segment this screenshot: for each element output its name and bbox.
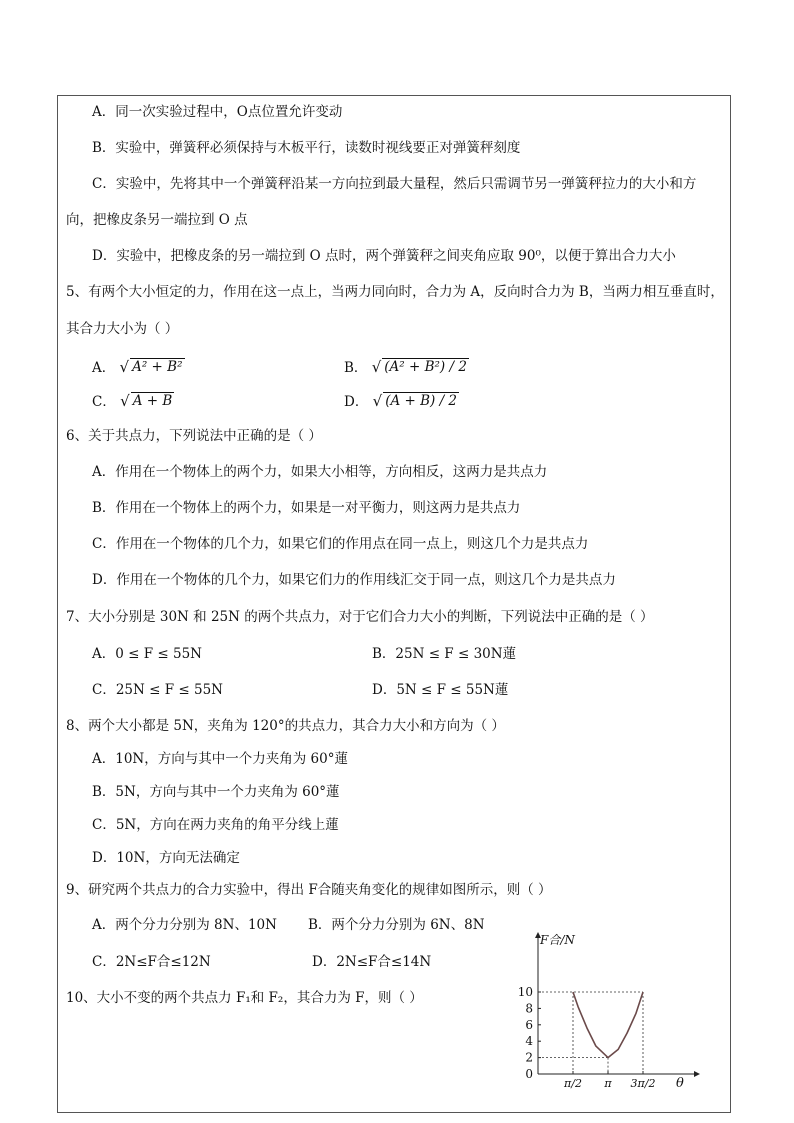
q5-option-a <box>92 356 185 376</box>
sqrt-expression: √ A + B <box>120 392 173 410</box>
q5-option-d-expr: (A + B) / 2 <box>385 393 458 409</box>
chart-labels <box>518 933 684 1091</box>
q5-option-d <box>344 390 459 410</box>
q8-option-d: D．10N，方向无法确定 <box>92 850 240 866</box>
q6-option-c: C．作用在一个物体的几个力，如果它们的作用点在同一点上，则这几个力是共点力 <box>92 536 589 552</box>
q5-option-c <box>92 390 174 410</box>
q8-option-b <box>92 780 340 800</box>
q6-option-a: A．作用在一个物体上的两个力，如果大小相等，方向相反，这两力是共点力 <box>92 464 548 480</box>
q6-option-b: B．作用在一个物体上的两个力，如果是一对平衡力，则这两力是共点力 <box>92 500 521 516</box>
q5-option-b-expr: (A² + B²) / 2 <box>384 359 467 375</box>
q7-option-d-mark: 蓮 <box>494 682 509 698</box>
y-tick-label: 10 <box>517 985 533 999</box>
q5-option-b-label: B． <box>344 360 368 376</box>
q6-stem: 6、关于共点力，下列说法中正确的是（ ） <box>66 428 322 444</box>
q9-option-d: D．2N≤F合≤14N <box>312 954 432 970</box>
q7-option-b-text: B．25N ≤ F ≤ 30N <box>372 646 503 662</box>
q9-stem: 9、研究两个共点力的合力实验中，得出 F合随夹角变化的规律如图所示，则（ ） <box>66 882 552 898</box>
force-curve <box>573 992 643 1058</box>
y-tick-label: 0 <box>525 1067 533 1081</box>
q6-option-d: D．作用在一个物体的几个力，如果它们力的作用线汇交于同一点，则这几个力是共点力 <box>92 572 616 588</box>
q5-option-c-expr: A + B <box>132 393 173 409</box>
q8-option-a-text: A．10N，方向与其中一个力夹角为 60° <box>92 751 335 767</box>
x-tick-label: π/2 <box>564 1077 582 1090</box>
q8-option-a-mark: 蓮 <box>334 751 348 767</box>
q8-option-a <box>92 747 348 767</box>
q4-option-b: B．实验中，弹簧秤必须保持与木板平行，读数时视线要正对弹簧秤刻度 <box>92 140 521 156</box>
q8-stem: 8、两个大小都是 5N，夹角为 120°的共点力，其合力大小和方向为（ ） <box>66 718 505 734</box>
q9-option-b: B．两个分力分别为 6N、8N <box>308 917 485 933</box>
q5-option-d-label: D． <box>344 394 369 410</box>
q7-option-d-text: D．5N ≤ F ≤ 55N <box>372 682 495 698</box>
chart-axes <box>535 932 700 1077</box>
y-tick-label: 6 <box>525 1017 533 1032</box>
q4-option-c-line1: C．实验中，先将其中一个弹簧秤沿某一方向拉到最大量程，然后只需调节另一弹簧秤拉力的大小和方 <box>92 176 697 192</box>
q7-option-c: C．25N ≤ F ≤ 55N <box>92 682 223 698</box>
q7-option-a: A．0 ≤ F ≤ 55N <box>92 646 202 662</box>
q8-option-c-mark: 蓮 <box>325 817 339 833</box>
y-tick-label: 8 <box>525 1001 533 1016</box>
q5-stem-line2: 其合力大小为（ ） <box>66 321 179 337</box>
sqrt-expression: √ (A² + B²) / 2 <box>371 358 467 376</box>
x-tick-label: π <box>604 1077 612 1090</box>
y-axis-label: F合/N <box>540 933 575 947</box>
x-tick-label: 3π/2 <box>630 1077 656 1090</box>
q10-stem: 10、大小不变的两个共点力 F₁和 F₂，其合力为 F，则（ ） <box>66 990 423 1006</box>
q7-option-d <box>372 678 508 698</box>
q9-option-a: A．两个分力分别为 8N、10N <box>92 917 277 933</box>
q7-stem: 7、大小分别是 30N 和 25N 的两个共点力，对于它们合力大小的判断，下列说法中正确的是（ ） <box>66 609 654 625</box>
chart-series <box>573 992 643 1058</box>
force-angle-chart <box>508 928 708 1104</box>
q5-option-c-label: C． <box>92 394 116 410</box>
y-tick-label: 4 <box>525 1034 533 1049</box>
q7-option-b-mark: 蓮 <box>502 646 517 662</box>
q5-option-b <box>344 356 469 376</box>
q8-option-b-mark: 蓮 <box>326 784 340 800</box>
x-axis-label: θ <box>676 1076 684 1091</box>
sqrt-expression: √ (A + B) / 2 <box>372 392 458 410</box>
q5-stem-line1: 5、有两个大小恒定的力，作用在这一点上，当两力同向时，合力为 A，反向时合力为 B，当两力相互垂直时， <box>66 284 724 300</box>
q4-option-a: A．同一次实验过程中，O点位置允许变动 <box>92 104 343 120</box>
y-tick-label: 2 <box>525 1050 533 1065</box>
q8-option-c-text: C．5N，方向在两力夹角的角平分线上 <box>92 817 326 833</box>
q7-option-b <box>372 642 516 662</box>
q9-option-c: C．2N≤F合≤12N <box>92 954 211 970</box>
q8-option-b-text: B．5N，方向与其中一个力夹角为 60° <box>92 784 327 800</box>
q5-option-a-expr: A² + B² <box>132 359 183 375</box>
x-axis-arrow <box>694 1071 700 1077</box>
q4-option-d: D．实验中，把橡皮条的另一端拉到 O 点时，两个弹簧秤之间夹角应取 90⁰，以便于算出合力大小 <box>92 248 676 264</box>
sqrt-expression: √ A² + B² <box>119 358 183 376</box>
q5-option-a-label: A． <box>92 360 116 376</box>
q4-option-c-line2: 向，把橡皮条另一端拉到 O 点 <box>66 212 248 228</box>
q8-option-c <box>92 813 339 833</box>
